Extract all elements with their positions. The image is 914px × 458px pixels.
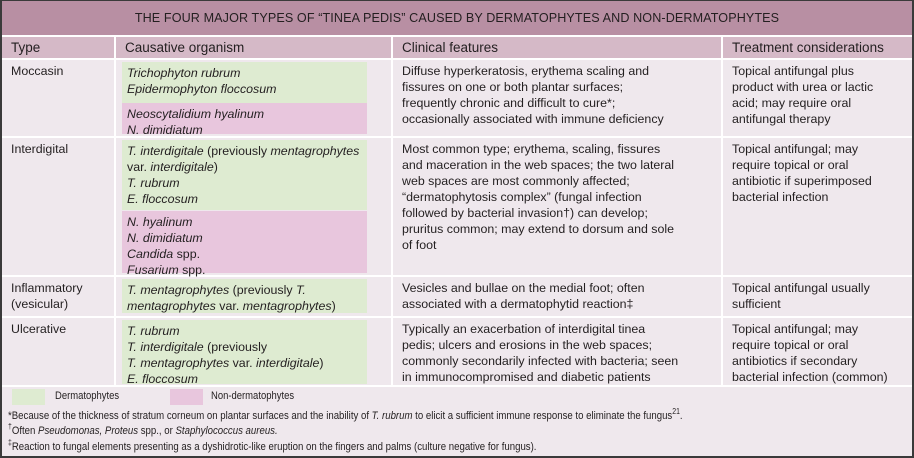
text: spp. — [178, 263, 206, 277]
clinical-line: fissures on one or both plantar surfaces; — [402, 80, 624, 94]
organism-line — [127, 298, 362, 314]
organism-line — [127, 323, 362, 339]
treatment-line: product with urea or lactic — [732, 80, 874, 94]
treatment-line: sufficient — [732, 297, 781, 311]
organism-line — [127, 214, 362, 230]
treatment-line: Topical antifungal usually — [732, 281, 870, 295]
text: (previously — [203, 144, 271, 158]
treatment-cell — [723, 277, 912, 312]
treatment-cell — [723, 318, 912, 385]
text: var. — [229, 356, 257, 370]
italic-text: E. floccosum — [127, 192, 198, 206]
treatment-line: antibiotic if superimposed — [732, 174, 872, 188]
text: . — [679, 410, 683, 422]
clinical-line: of foot — [402, 238, 437, 252]
text: spp. — [173, 247, 201, 261]
footnote-double-dagger — [8, 438, 537, 453]
clinical-line: in immunocompromised and diabetic patients — [402, 370, 651, 384]
dermatophytes-box — [122, 140, 367, 210]
legend-swatch-dermatophytes — [12, 389, 45, 405]
dermatophytes-box — [122, 320, 367, 384]
treatment-line: require topical or oral — [732, 338, 849, 352]
column-header-causative-organism: Causative organism — [116, 37, 391, 58]
clinical-features-cell — [393, 60, 721, 127]
clinical-line: pedis; ulcers and erosions in the web spaces; — [402, 338, 653, 352]
italic-text: Epidermophyton floccosum — [127, 82, 277, 96]
legend-swatch-non-dermatophytes — [170, 389, 203, 405]
italic-text: T. mentagrophytes — [127, 283, 230, 297]
text: Often — [11, 425, 39, 437]
treatment-line: require topical or oral — [732, 158, 849, 172]
type-line: Interdigital — [11, 142, 69, 156]
italic-text: T. — [295, 283, 306, 297]
text: ) — [213, 160, 218, 174]
footnote-asterisk — [8, 407, 683, 422]
italic-text: Neoscytalidium hyalinum — [127, 107, 265, 121]
divider — [2, 35, 912, 37]
organism-line — [127, 159, 362, 175]
footnote-dagger — [8, 422, 278, 437]
clinical-line: web spaces are most commonly affected; — [402, 174, 630, 188]
italic-text: mentagrophytes — [127, 299, 216, 313]
text: spp., or — [138, 425, 176, 437]
treatment-cell — [723, 138, 912, 205]
type-cell — [2, 60, 114, 79]
italic-text: T. mentagrophytes — [127, 356, 230, 370]
type-line: (vesicular) — [11, 297, 69, 311]
clinical-line: Most common type; erythema, scaling, fissures — [402, 142, 661, 156]
clinical-line: Diffuse hyperkeratosis, erythema scaling and — [402, 64, 650, 78]
clinical-line: occasionally associated with immune deficiency — [402, 112, 664, 126]
treatment-line: bacterial infection — [732, 190, 829, 204]
organism-line — [127, 339, 362, 355]
clinical-features-cell — [393, 277, 721, 312]
clinical-features-cell — [393, 138, 721, 253]
organism-line — [127, 282, 362, 298]
treatment-line: Topical antifungal; may — [732, 142, 859, 156]
treatment-line: antibiotics if secondary — [732, 354, 858, 368]
italic-text: Staphylococcus aureus. — [175, 425, 278, 437]
treatment-line: bacterial infection (common) — [732, 370, 888, 384]
treatment-line: Topical antifungal plus — [732, 64, 854, 78]
organism-line — [127, 143, 362, 159]
italic-text: Fusarium — [127, 263, 179, 277]
text: var. — [127, 160, 151, 174]
text: ‡ — [8, 438, 12, 447]
dermatophytes-box — [122, 62, 367, 103]
text: Reaction to fungal elements presenting as a dyshidrotic-like eruption on the fingers and palms (culture negative for fungus). — [11, 441, 537, 453]
organism-line — [127, 262, 362, 278]
clinical-line: frequently chronic and difficult to cure*; — [402, 96, 616, 110]
column-header-clinical-features: Clinical features — [393, 37, 721, 58]
italic-text: T. rubrum — [127, 176, 180, 190]
italic-text: T. rubrum — [371, 410, 413, 422]
clinical-line: Typically an exacerbation of interdigital tinea — [402, 322, 646, 336]
treatment-cell — [723, 60, 912, 127]
clinical-line: Vesicles and bullae on the medial foot; often — [402, 281, 645, 295]
organism-line — [127, 246, 362, 262]
clinical-line: and maceration in the web spaces; the two lateral — [402, 158, 675, 172]
text: ) — [319, 356, 324, 370]
non-dermatophytes-box — [122, 103, 367, 137]
treatment-line: antifungal therapy — [732, 112, 831, 126]
organism-line — [127, 81, 362, 97]
italic-text: N. hyalinum — [127, 215, 193, 229]
type-line: Moccasin — [11, 64, 64, 78]
treatment-line: Topical antifungal; may — [732, 322, 859, 336]
dermatophytes-box — [122, 279, 367, 313]
organism-line — [127, 175, 362, 191]
text: (previously — [229, 283, 296, 297]
clinical-line: followed by bacterial invasion†) can develop; — [402, 206, 648, 220]
text: *Because of the thickness of stratum corneum on plantar surfaces and the inability of — [8, 410, 372, 422]
treatment-line: acid; may require oral — [732, 96, 852, 110]
type-cell — [2, 138, 114, 157]
legend-label-dermatophytes: Dermatophytes — [55, 390, 120, 402]
clinical-line: commonly secondarily infected with bacteria; seen — [402, 354, 679, 368]
clinical-line: “dermatophytosis complex” (fungal infection — [402, 190, 642, 204]
legend-label-non-dermatophytes: Non-dermatophytes — [211, 390, 295, 402]
column-header-type: Type — [2, 37, 114, 58]
column-header-treatment: Treatment considerations — [723, 37, 912, 58]
organism-line — [127, 65, 362, 81]
italic-text: Pseudomonas, Proteus — [38, 425, 139, 437]
italic-text: N. dimidiatum — [127, 123, 203, 137]
italic-text: T. interdigitale — [127, 340, 204, 354]
organism-line — [127, 122, 362, 138]
clinical-line: associated with a dermatophytid reaction‡ — [402, 297, 634, 311]
clinical-line: pruritus common; may extend to dorsum and sole — [402, 222, 675, 236]
organism-line — [127, 355, 362, 371]
organism-line — [127, 230, 362, 246]
text: to elicit a sufficient immune response to eliminate the fungus — [412, 410, 673, 422]
text: (previously — [203, 340, 268, 354]
organism-line — [127, 371, 362, 387]
italic-text: N. dimidiatum — [127, 231, 203, 245]
divider — [114, 35, 116, 385]
text: var. — [215, 299, 243, 313]
organism-line — [127, 191, 362, 207]
type-line: Ulcerative — [11, 322, 67, 336]
italic-text: interdigitale — [150, 160, 214, 174]
type-cell — [2, 318, 114, 337]
text: † — [8, 422, 12, 431]
clinical-features-cell — [393, 318, 721, 385]
table-title: THE FOUR MAJOR TYPES OF “TINEA PEDIS” CAUSED BY DERMATOPHYTES AND NON-DERMATOPHYTES — [2, 1, 912, 35]
type-line: Inflammatory — [11, 281, 83, 295]
organism-line — [127, 106, 362, 122]
italic-text: interdigitale — [256, 356, 320, 370]
italic-text: mentagrophytes — [242, 299, 332, 313]
text: 21 — [672, 407, 680, 416]
italic-text: Candida — [127, 247, 174, 261]
italic-text: E. floccosum — [127, 372, 198, 386]
non-dermatophytes-box — [122, 211, 367, 277]
text: ) — [331, 299, 336, 313]
italic-text: T. rubrum — [127, 324, 180, 338]
italic-text: T. interdigitale — [127, 144, 204, 158]
italic-text: mentagrophytes — [270, 144, 360, 158]
type-cell — [2, 277, 114, 312]
italic-text: Trichophyton rubrum — [127, 66, 241, 80]
